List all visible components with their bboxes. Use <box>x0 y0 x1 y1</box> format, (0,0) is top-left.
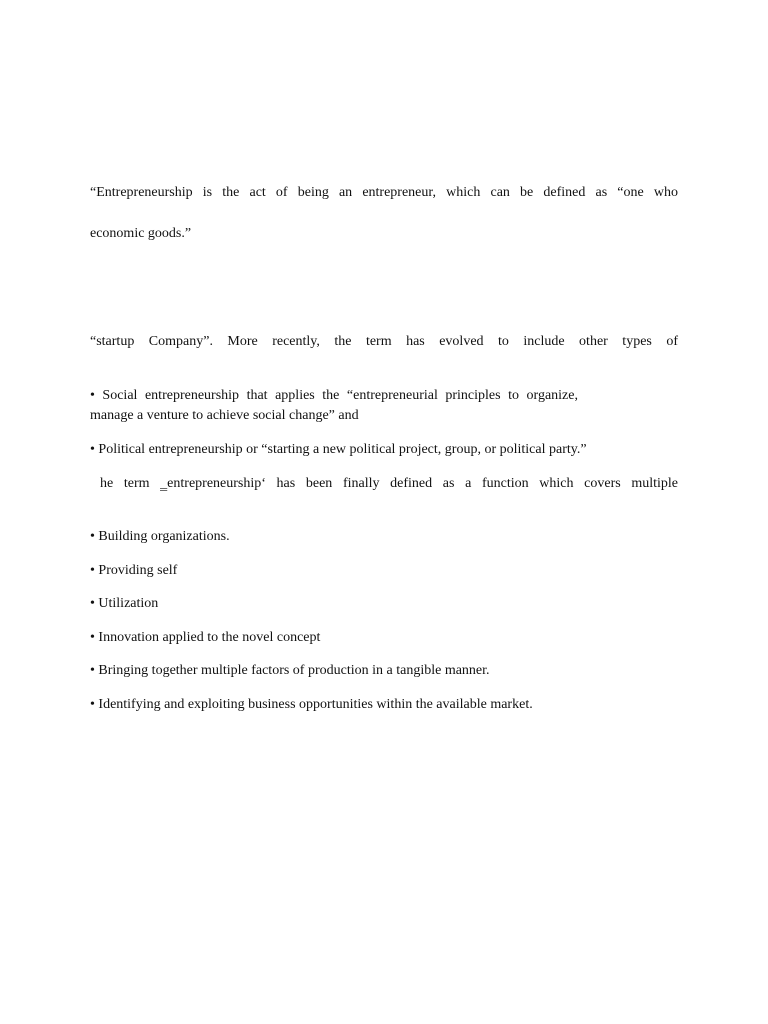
definition-line-1: he term ‗entrepreneurship‘ has been finally defined as a function which covers multiple <box>100 476 678 491</box>
paragraph-1-line-2: economic goods.” <box>90 226 192 241</box>
function-item-innovation: • Innovation applied to the novel concept <box>90 630 321 645</box>
function-item-factors-of-production: • Bringing together multiple factors of production in a tangible manner. <box>90 663 490 678</box>
paragraph-2-line-1: “startup Company”. More recently, the term has evolved to include other types of <box>90 334 678 349</box>
function-item-providing-self: • Providing self <box>90 563 178 578</box>
function-item-building: • Building organizations. <box>90 529 230 544</box>
paragraph-1-line-1: “Entrepreneurship is the act of being an entrepreneur, which can be defined as “one who <box>90 185 678 200</box>
social-entrepreneurship-line-1: • Social entrepreneurship that applies the “entrepreneurial principles to organize, <box>90 388 578 403</box>
function-item-business-opportunities: • Identifying and exploiting business opportunities within the available market. <box>90 697 533 712</box>
function-item-utilization: • Utilization <box>90 596 159 611</box>
social-entrepreneurship-line-2: manage a venture to achieve social change” and <box>90 408 359 423</box>
political-entrepreneurship-item: • Political entrepreneurship or “starting a new political project, group, or political party.” <box>90 442 587 457</box>
